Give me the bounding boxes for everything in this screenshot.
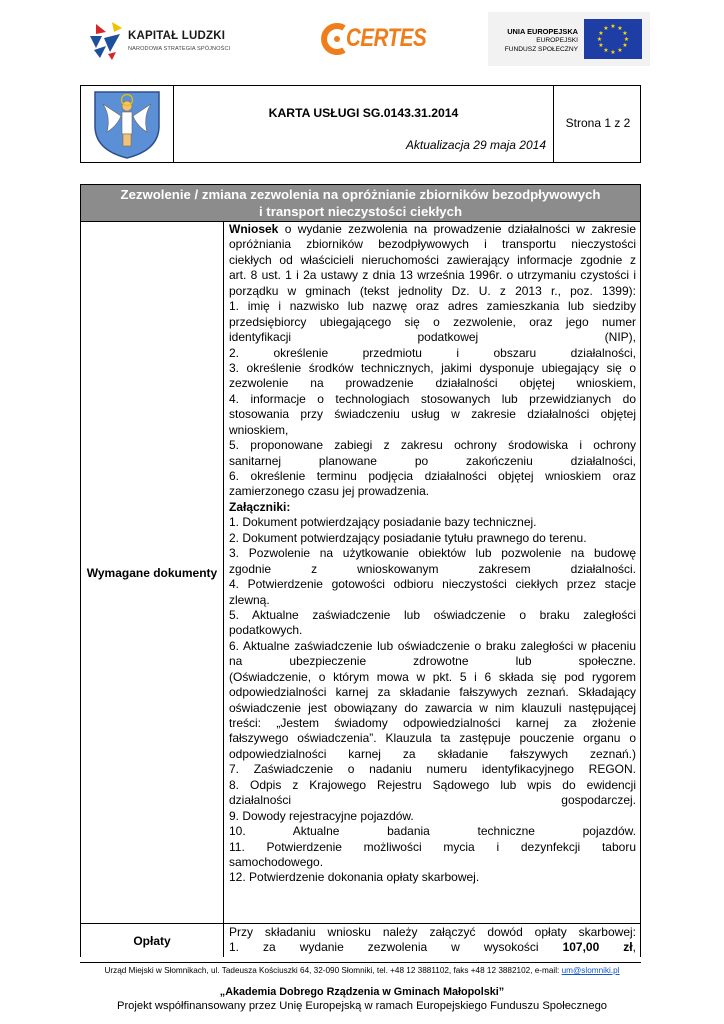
- document-line: [229, 299, 636, 314]
- document-line: [229, 870, 636, 885]
- coat-of-arms-icon: [87, 86, 167, 162]
- svg-text:★: ★: [603, 47, 609, 54]
- document-line-text: fałszywego oświadczenia”. Klauzula ta zastępuje pouczenie organu o: [229, 731, 636, 746]
- eu-flag-icon: [584, 19, 642, 59]
- document-line-text: podatkowych.: [229, 623, 303, 638]
- fee-amount: 107,00 zł: [562, 940, 633, 955]
- document-line: [229, 438, 636, 453]
- document-line: [229, 222, 636, 237]
- svg-text:★: ★: [598, 30, 604, 37]
- update-date: Aktualizacja 29 maja 2014: [405, 138, 546, 152]
- document-line: [229, 454, 636, 469]
- document-line-text: 12. Potwierdzenie dokonania opłaty skarbowej.: [229, 870, 480, 885]
- document-line: [229, 716, 636, 731]
- document-line: [229, 237, 636, 252]
- document-line-text: 6. Aktualne zaświadczenie lub oświadczenie o braku zaległości w płaceniu: [229, 638, 636, 653]
- footer-email-link[interactable]: um@slomniki.pl: [561, 966, 620, 975]
- table-heading-text: [81, 187, 640, 220]
- document-line-text: oświadczenie jest obowiązany do zawarcia w nim klauzuli następującej: [229, 700, 636, 715]
- svg-text:★: ★: [598, 42, 604, 49]
- document-line-text: 3. określenie środków technicznych, jakimi dysponuje ubiegający się o: [229, 360, 636, 375]
- document-line-text: zamierzonego czasu jej prowadzenia.: [229, 484, 430, 499]
- eu-line-2: EUROPEJSKI: [536, 37, 578, 44]
- footer-rule: [80, 962, 641, 963]
- table-heading-line-1: Zezwolenie / zmiana zezwolenia na opróżnianie zbiorników bezodpływowych: [120, 187, 601, 202]
- document-line-text: zezwolenie na prowadzenie działalności objętej wnioskiem,: [229, 376, 636, 391]
- document-line: [229, 747, 636, 762]
- table-heading: [81, 185, 640, 222]
- document-line: [229, 531, 636, 546]
- document-line: [229, 577, 636, 592]
- document-line-text: ciekłych od właścicieli nieruchomości zawierający informacje zgodnie z: [229, 252, 636, 267]
- document-line-text: na ubezpieczenie zdrowotne lub społeczne.: [229, 654, 636, 669]
- document-line-text: 5. Aktualne zaświadczenie lub oświadczenie o braku zaległości: [229, 607, 636, 622]
- kapital-ludzki-subtitle: NARODOWA STRATEGIA SPÓJNOŚCI: [128, 46, 231, 52]
- page-number: Strona 1 z 2: [565, 116, 631, 130]
- row-divider: [81, 923, 640, 924]
- kapital-ludzki-emblem-icon: [86, 18, 124, 62]
- document-line-text: treści: „Jestem świadomy odpowiedzialności karnej za złożenie: [229, 716, 636, 730]
- document-line-text: 7. Zaświadczenie o nadaniu numeru identyfikacyjnego REGON.: [229, 762, 636, 777]
- document-line-text: 2. określenie przedmiotu i obszaru działalności,: [229, 345, 636, 360]
- fees-line-2: [229, 940, 636, 955]
- document-line-text: przedsiębiorcy ubiegającego się o zezwolenie, oraz jego numer: [229, 314, 636, 329]
- document-line: [229, 268, 636, 283]
- fees-line-2-tail: ,: [632, 940, 636, 955]
- document-line-text: art. 8 ust. 1 i 2a ustawy z dnia 13 września 1996r. o utrzymaniu czystości i: [229, 268, 636, 283]
- svg-text:★: ★: [610, 23, 616, 30]
- column-divider: [223, 222, 224, 957]
- fees-line-1: Przy składaniu wniosku należy załączyć dowód opłaty skarbowej:: [229, 925, 636, 939]
- document-line: [229, 608, 636, 623]
- document-line-text: opróżniania zbiorników bezodpływowych i transportu nieczystości: [229, 237, 636, 252]
- certes-logo: [320, 22, 427, 56]
- fees-line-2-text: 1. za wydanie zezwolenia w wysokości: [229, 940, 563, 955]
- svg-text:★: ★: [617, 47, 623, 54]
- fees-content: [229, 925, 636, 956]
- document-line: [229, 315, 636, 330]
- document-line: [229, 731, 636, 746]
- document-line-text: 3. Pozwolenie na użytkowanie obiektów lub pozwolenie na budowę: [229, 546, 636, 561]
- eu-logo-text: [490, 27, 578, 54]
- document-line-bold: Wniosek: [229, 222, 279, 236]
- document-line-text: o wydanie zezwolenia na prowadzenie działalności w zakresie: [278, 222, 636, 236]
- document-line: [229, 361, 636, 376]
- document-line: [229, 330, 636, 345]
- document-line-text: 2. Dokument potwierdzający posiadanie tytułu prawnego do terenu.: [229, 530, 587, 545]
- document-line: [229, 500, 636, 515]
- svg-text:★: ★: [603, 25, 609, 32]
- document-line: [229, 423, 636, 438]
- document-line-text: 6. określenie terminu podjęcia działalności objętej wnioskiem oraz: [229, 469, 636, 483]
- document-line: [229, 855, 636, 870]
- kapital-ludzki-title: KAPITAŁ LUDZKI: [128, 30, 226, 42]
- document-line-text: 1. imię i nazwisko lub nazwę oraz adres zamieszkania lub siedziby: [229, 299, 636, 314]
- document-line-text: porządku w gminach (tekst jednolity Dz. U. z 2013 r., poz. 1399):: [229, 283, 636, 298]
- document-line: [229, 840, 636, 855]
- document-line-text: identyfikacji podatkowej (NIP),: [229, 330, 636, 345]
- document-line-text: wnioskiem,: [229, 422, 289, 437]
- document-line: [229, 593, 636, 608]
- document-line-bold: Załączniki:: [229, 499, 291, 514]
- document-line-text: 11. Potwierdzenie możliwości mycia i dezynfekcji taboru: [229, 839, 636, 854]
- document-line: [229, 253, 636, 268]
- label-required-documents: Wymagane dokumenty: [86, 566, 218, 580]
- document-line: [229, 376, 636, 391]
- svg-text:★: ★: [623, 36, 630, 43]
- kapital-ludzki-logo: [86, 18, 236, 62]
- svg-text:★: ★: [622, 42, 628, 49]
- document-line-text: samochodowego.: [229, 854, 324, 869]
- document-line: [229, 515, 636, 530]
- document-line-text: 8. Odpis z Krajowego Rejestru Sądowego lub wpis do ewidencji: [229, 777, 636, 792]
- document-line: [229, 685, 636, 700]
- document-line: [229, 670, 636, 685]
- table-heading-line-2: i transport nieczystości ciekłych: [258, 203, 463, 219]
- document-line-text: działalności gospodarczej.: [229, 793, 636, 808]
- footer-address: [0, 966, 724, 975]
- document-line-text: 10. Aktualne badania techniczne pojazdów.: [229, 824, 636, 839]
- svg-text:★: ★: [617, 25, 623, 32]
- document-line: [229, 809, 636, 824]
- document-line-text: sanitarnej planowane po zakończeniu działalności,: [229, 453, 636, 468]
- document-line-text: stosowania przy świadczeniu usług w zakresie działalności objętej: [229, 407, 636, 422]
- document-line: [229, 778, 636, 793]
- eu-line-3: FUNDUSZ SPOŁECZNY: [504, 46, 578, 53]
- document-line-text: zlewną.: [229, 592, 270, 607]
- document-line-text: 4. Potwierdzenie gotowości odbioru nieczystości ciekłych przez stacje: [229, 577, 636, 592]
- document-line: [229, 546, 636, 561]
- document-line-text: 1. Dokument potwierdzający posiadanie bazy technicznej.: [229, 515, 537, 530]
- document-line: [229, 639, 636, 654]
- document-line-text: odpowiedzialności karnej za składanie fałszywych zeznań. Składający: [229, 685, 636, 700]
- document-line: [229, 793, 636, 808]
- required-documents-content: [229, 222, 636, 886]
- svg-text:★: ★: [622, 30, 628, 37]
- svg-text:★: ★: [596, 36, 603, 43]
- service-table: [80, 184, 641, 957]
- document-line: [229, 762, 636, 777]
- document-line: [229, 484, 636, 499]
- eu-logo: [488, 12, 650, 66]
- certes-wordmark: CERTES: [346, 24, 427, 52]
- document-line-text: 4. informacje o technologiach stosowanych lub przewidzianych do: [229, 391, 636, 406]
- document-line: [229, 824, 636, 839]
- document-line: [229, 392, 636, 407]
- document-line: [229, 346, 636, 361]
- service-card-header: [80, 85, 641, 163]
- logo-strip: [0, 0, 724, 76]
- footer-address-text: Urząd Miejski w Słomnikach, ul. Tadeusza Kościuszki 64, 32-090 Słomniki, tel. +48 12 3881102, faks +48 12 3882102, e-mail:: [104, 966, 562, 975]
- svg-text:★: ★: [610, 49, 616, 56]
- document-line-text: (Oświadczenie, o którym mowa w pkt. 5 i 6 składa się pod rygorem: [229, 669, 636, 684]
- document-line-text: 9. Dowody rejestracyjne pojazdów.: [229, 808, 414, 823]
- label-fees: Opłaty: [133, 934, 171, 948]
- footer-funding-note: Projekt współfinansowany przez Unię Europejską w ramach Europejskiego Funduszu Społecznego: [116, 1000, 608, 1012]
- document-line-text: odpowiedzialności karnej za składanie fałszywych zeznań.): [229, 746, 636, 761]
- footer-project-name: „Akademia Dobrego Rządzenia w Gminach Małopolski”: [219, 986, 505, 998]
- document-line-text: 5. proponowane zabiegi z zakresu ochrony środowiska i ochrony: [229, 438, 636, 453]
- service-card-title: KARTA USŁUGI SG.0143.31.2014: [268, 106, 459, 120]
- document-line: [229, 623, 636, 638]
- document-line: [229, 654, 636, 669]
- document-line: [229, 701, 636, 716]
- document-line: [229, 562, 636, 577]
- eu-line-1: UNIA EUROPEJSKA: [507, 27, 578, 36]
- document-line: [229, 284, 636, 299]
- document-line: [229, 407, 636, 422]
- document-line-text: zgodnie z wnioskowanym zakresem działalności.: [229, 561, 636, 576]
- document-line: [229, 469, 636, 484]
